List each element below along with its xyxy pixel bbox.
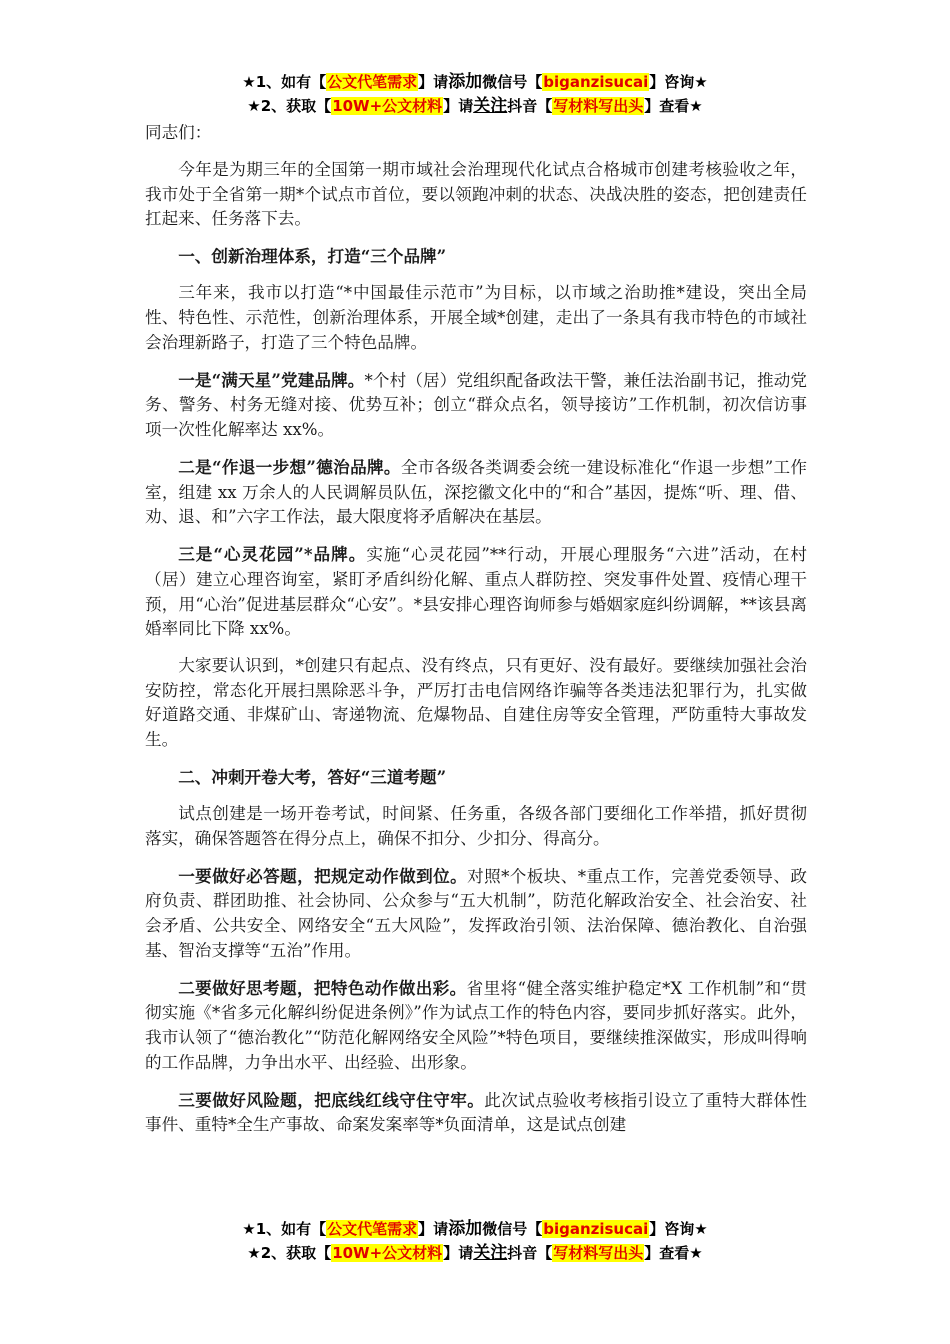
banner-text: 】查看★: [644, 97, 703, 115]
paragraph-lead: 三是“心灵花园”*品牌。: [178, 544, 367, 565]
banner-wechat-id: biganzisucai: [543, 73, 649, 91]
header-banner: [0, 70, 950, 118]
banner-text: 】查看★: [644, 1244, 703, 1262]
banner-text: ★2、获取【: [247, 97, 332, 115]
banner-highlight: 公文代笔需求: [327, 73, 418, 91]
paragraph: [145, 368, 807, 443]
banner-line-2: [0, 1241, 950, 1265]
banner-text: 微信号【: [482, 73, 543, 91]
banner-text: 】请: [443, 97, 474, 115]
banner-text: 】请: [418, 1220, 449, 1238]
paragraph: [145, 1088, 807, 1138]
paragraph: [145, 864, 807, 963]
paragraph-lead: 二要做好思考题，把特色动作做出彩。: [178, 977, 467, 998]
banner-text: 抖音【: [507, 1244, 553, 1262]
banner-line-1: [0, 70, 950, 94]
banner-line-2: [0, 94, 950, 118]
banner-text: ★1、如有【: [242, 73, 327, 91]
paragraph-text: 省里将“健全落实维护稳定*X 工作机制”和“贯彻实施《*省多元化解纠纷促进条例》”作为试点工作的特色内容，要同步抓好落实。此外，我市认领了“德治教化”“防范化解网络安全风险”*特色项目，要继续推深做实，形成叫得响的工作品牌，力争出水平、出经验、出形象。: [145, 978, 808, 1072]
paragraph: 试点创建是一场开卷考试，时间紧、任务重，各级各部门要细化工作举措，抓好贯彻落实，确保答题答在得分点上，确保不扣分、少扣分、得高分。: [145, 804, 807, 848]
banner-line-1: [0, 1217, 950, 1241]
greeting: 同志们：: [145, 123, 212, 142]
banner-text: 抖音【: [507, 97, 553, 115]
paragraph-lead: 二是“作退一步想”德治品牌。: [178, 457, 401, 478]
paragraph-lead: 一是“满天星”党建品牌。: [178, 369, 365, 390]
banner-emphasis: 添加: [448, 72, 483, 92]
banner-wechat-id: biganzisucai: [543, 1220, 649, 1238]
banner-text: 】咨询★: [649, 73, 708, 91]
paragraph-text: *个村（居）党组织配备政法干警，兼任法治副书记，推动党务、警务、村务无缝对接、优势互补；创立“群众点名，领导接访”工作机制，初次信访事项一次性化解率达 xx%。: [145, 370, 808, 439]
banner-highlight: 10W+公文材料: [332, 97, 443, 115]
paragraph: [145, 976, 807, 1075]
paragraph-text: 实施“心灵花园”**行动，开展心理服务“六进”活动，在村（居）建立心理咨询室，紧盯矛盾纠纷化解、重点人群防控、突发事件处置、疫情心理干预，用“心治”促进基层群众“心安”。*县安排心理咨询师参与婚姻家庭纠纷调解，**该县离婚率同比下降 xx%。: [145, 545, 807, 639]
paragraph: 大家要认识到，*创建只有起点、没有终点，只有更好、没有最好。要继续加强社会治安防控，常态化开展扫黑除恶斗争，严厉打击电信网络诈骗等各类违法犯罪行为，扎实做好道路交通、非煤矿山、寄递物流、危爆物品、自建住房等安全管理，严防重特大事故发生。: [145, 656, 807, 749]
paragraph-lead: 一要做好必答题，把规定动作做到位。: [178, 865, 468, 886]
banner-emphasis: 添加: [448, 1219, 483, 1239]
paragraph: [145, 542, 807, 641]
paragraph-lead: 三要做好风险题，把底线红线守住守牢。: [178, 1089, 485, 1110]
banner-emphasis: 关注: [473, 1243, 508, 1263]
banner-highlight: 10W+公文材料: [332, 1244, 443, 1262]
paragraph: 三年来，我市以打造“*中国最佳示范市”为目标，以市域之治助推*建设，突出全局性、特色性、示范性，创新治理体系，开展全域*创建，走出了一条具有我市特色的市域社会治理新路子，打造了三个特色品牌。: [145, 283, 807, 352]
document-body: [145, 121, 807, 1150]
paragraph: [145, 455, 807, 530]
intro-paragraph: 今年是为期三年的全国第一期市域社会治理现代化试点合格城市创建考核验收之年，我市处于全省第一期*个试点市首位，要以领跑冲刺的状态、决战决胜的姿态，把创建责任扛起来、任务落下去。: [145, 160, 807, 229]
paragraph-text: 此次试点验收考核指引设立了重特大群体性事件、重特*全生产事故、命案发案率等*负面清单，这是试点创建: [145, 1090, 807, 1135]
paragraph-text: 全市各级各类调委会统一建设标准化“作退一步想”工作室，组建 xx 万余人的人民调解员队伍，深挖徽文化中的“和合”基因，提炼“听、理、借、劝、退、和”六字工作法，最大限度将矛盾解决在基层。: [145, 458, 807, 527]
banner-text: ★1、如有【: [242, 1220, 327, 1238]
banner-text: ★2、获取【: [247, 1244, 332, 1262]
banner-douyin-id: 写材料写出头: [553, 1244, 644, 1262]
banner-highlight: 公文代笔需求: [327, 1220, 418, 1238]
banner-text: 】咨询★: [649, 1220, 708, 1238]
banner-douyin-id: 写材料写出头: [553, 97, 644, 115]
section-heading-1: 一、创新治理体系，打造“三个品牌”: [178, 246, 447, 267]
section-heading-2: 二、冲刺开卷大考，答好“三道考题”: [178, 767, 447, 788]
footer-banner: [0, 1217, 950, 1265]
banner-text: 】请: [443, 1244, 474, 1262]
banner-text: 】请: [418, 73, 449, 91]
paragraph-text: 对照*个板块、*重点工作，完善党委领导、政府负责、群团助推、社会协同、公众参与“五大机制”，防范化解政治安全、社会治安、社会矛盾、公共安全、网络安全“五大风险”，发挥政治引领、法治保障、德治教化、自治强基、智治支撑等“五治”作用。: [145, 866, 808, 960]
banner-text: 微信号【: [482, 1220, 543, 1238]
banner-emphasis: 关注: [473, 96, 508, 116]
